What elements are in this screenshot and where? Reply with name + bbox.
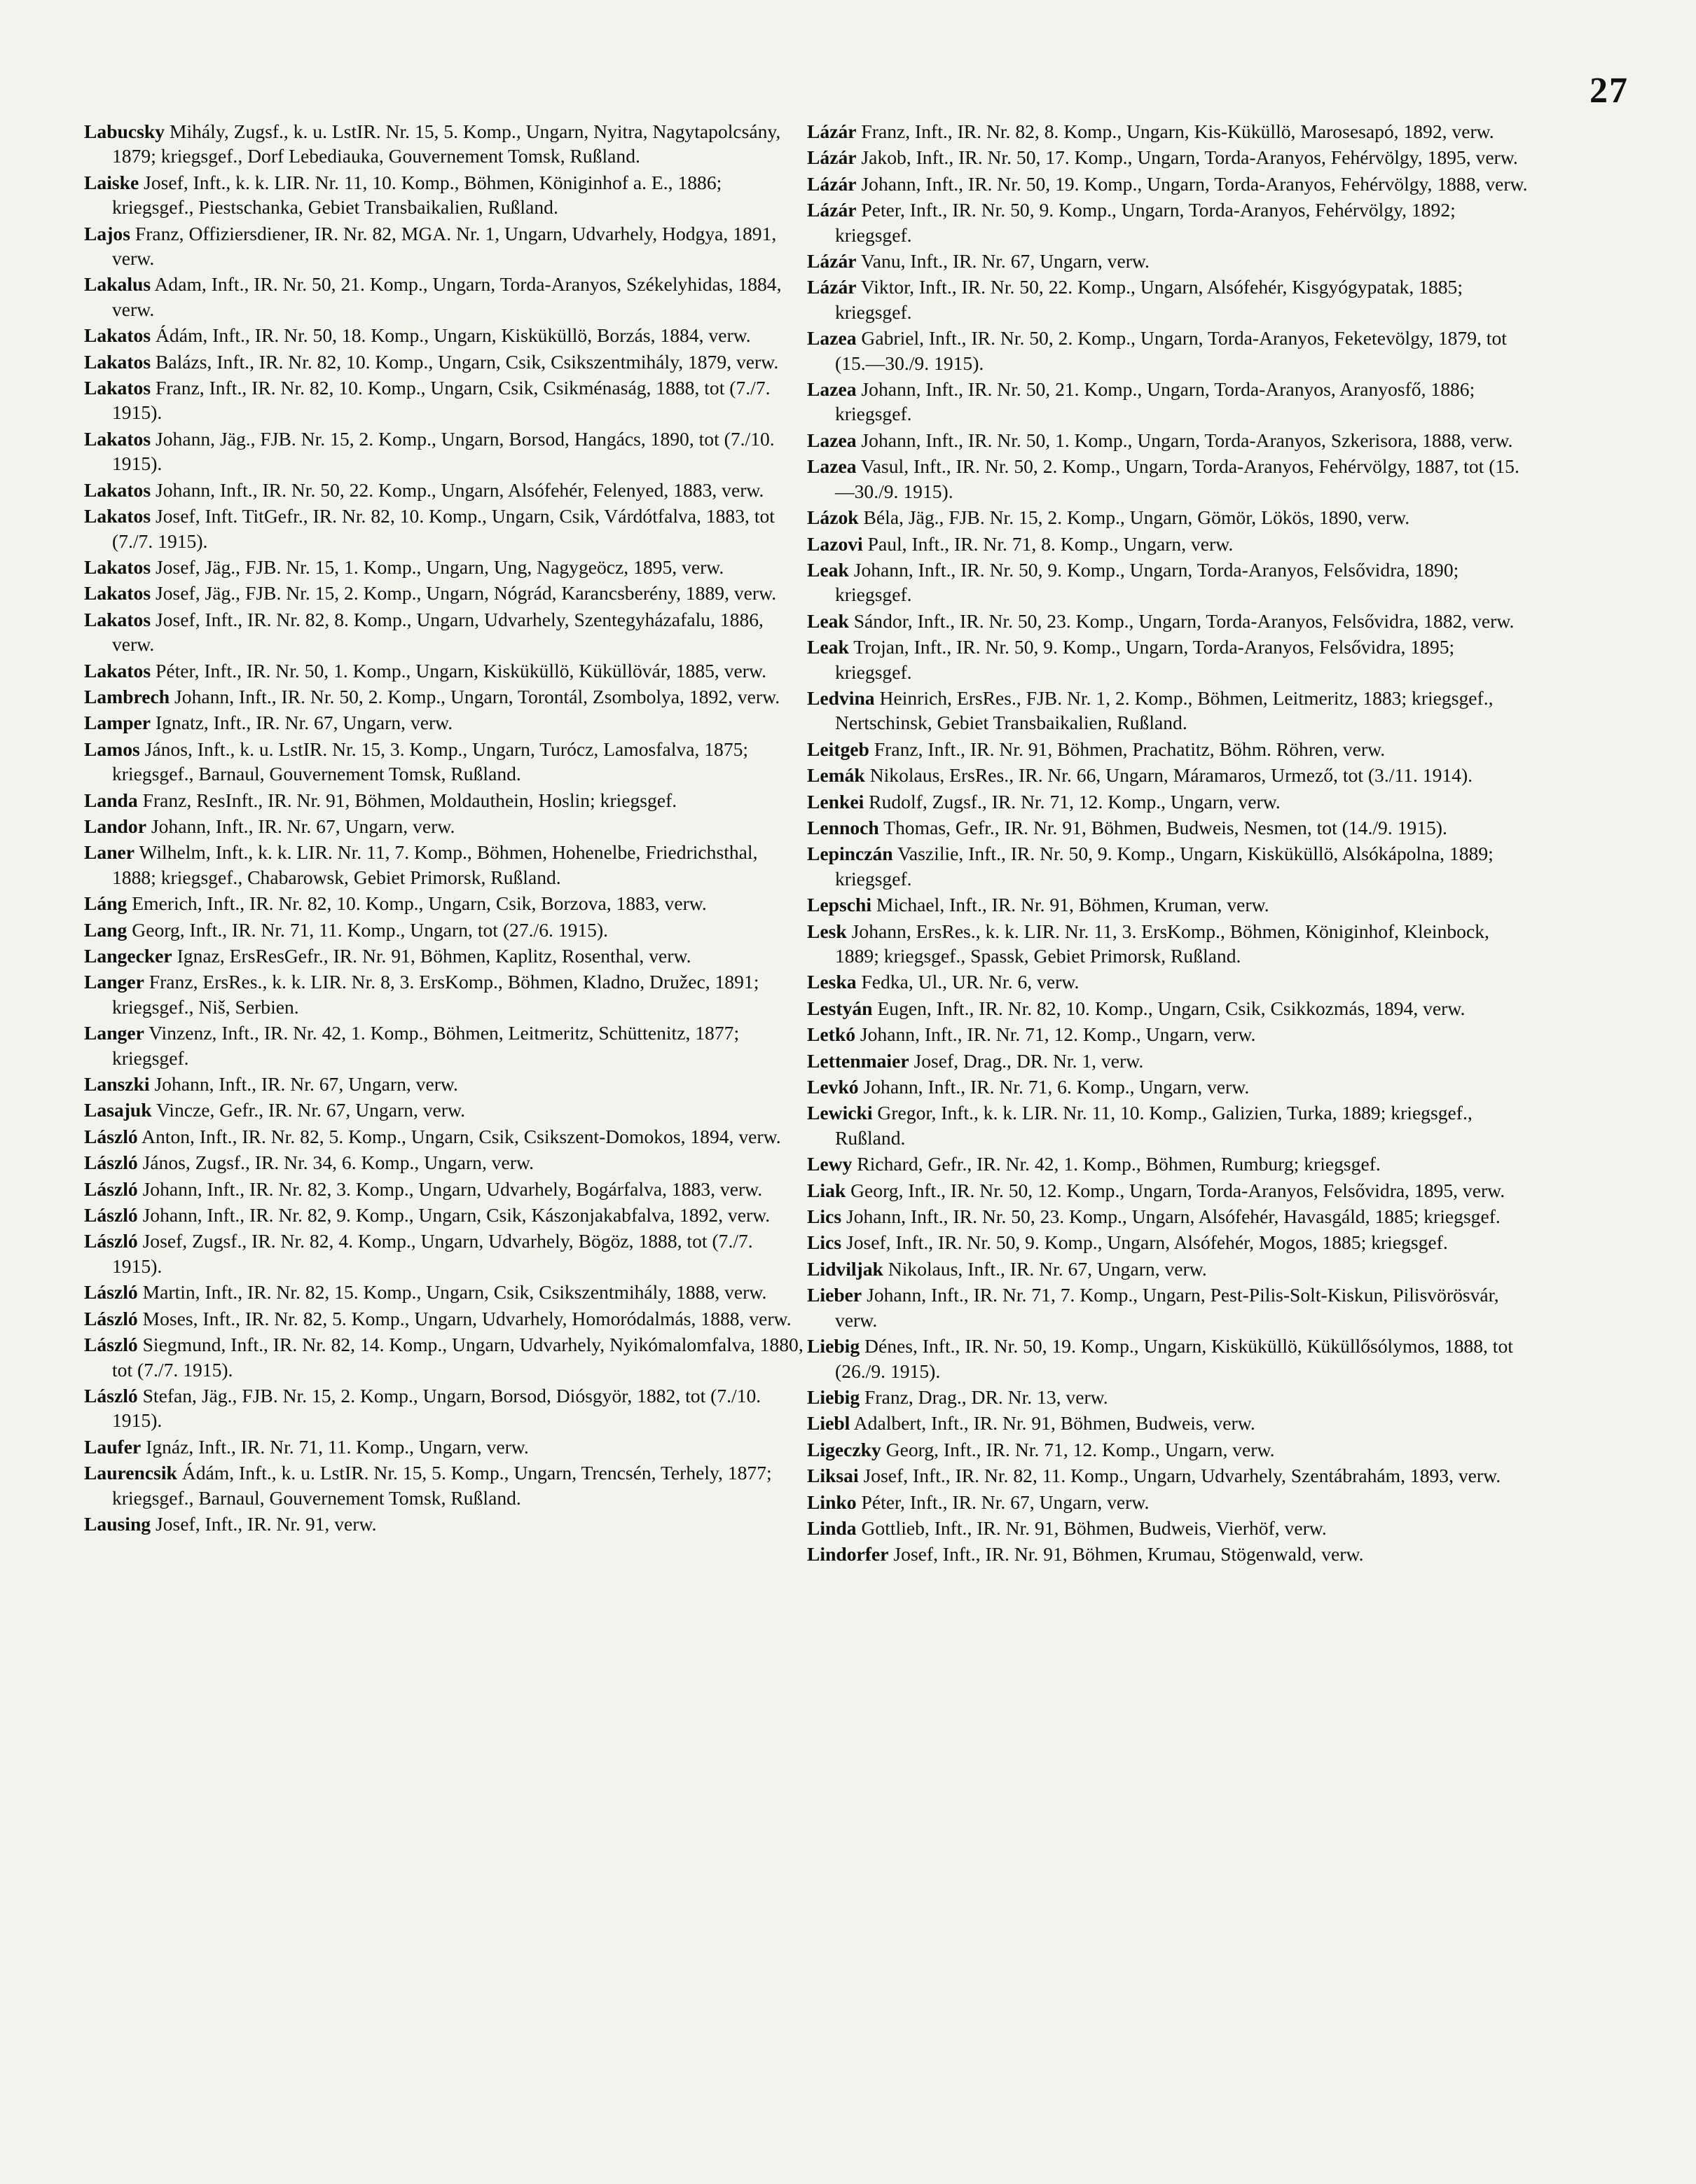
list-entry xyxy=(84,969,806,1019)
list-entry xyxy=(84,944,806,968)
entry-surname: Leak xyxy=(807,558,849,581)
entry-details: Gabriel, Inft., IR. Nr. 50, 2. Komp., Ungarn, Torda-Aranyos, Feketevölgy, 1879, tot (15.—30./9. 1915). xyxy=(835,327,1507,374)
entry-details: Jakob, Inft., IR. Nr. 50, 17. Komp., Ungarn, Torda-Aranyos, Fehérvölgy, 1895, verw. xyxy=(861,146,1518,169)
entry-details: Martin, Inft., IR. Nr. 82, 15. Komp., Ungarn, Csik, Csikszentmihály, 1888, verw. xyxy=(142,1281,767,1304)
list-entry xyxy=(807,172,1529,196)
entry-details: Moses, Inft., IR. Nr. 82, 5. Komp., Ungarn, Udvarhely, Homoródalmás, 1888, verw. xyxy=(142,1307,792,1329)
entry-details: Peter, Inft., IR. Nr. 50, 9. Komp., Ungarn, Torda-Aranyos, Fehérvölgy, 1892; kriegsgef. xyxy=(835,199,1456,246)
entry-surname: Lasajuk xyxy=(84,1099,152,1121)
entry-details: Georg, Inft., IR. Nr. 71, 12. Komp., Ungarn, verw. xyxy=(885,1438,1275,1460)
entry-details: Josef, Inft., IR. Nr. 91, verw. xyxy=(156,1512,377,1535)
entry-details: Nikolaus, ErsRes., IR. Nr. 66, Ungarn, Máramaros, Urmező, tot (3./11. 1914). xyxy=(869,764,1473,787)
entry-surname: Lennoch xyxy=(807,816,879,838)
list-entry xyxy=(84,918,806,942)
entry-details: Béla, Jäg., FJB. Nr. 15, 2. Komp., Ungarn, Gömör, Lökös, 1890, verw. xyxy=(863,506,1410,529)
entry-surname: Lewy xyxy=(807,1153,853,1175)
page-number: 27 xyxy=(1590,71,1629,111)
entry-surname: Lamper xyxy=(84,712,151,734)
entry-surname: Landa xyxy=(84,789,138,811)
entry-surname: Laner xyxy=(84,841,135,864)
list-entry xyxy=(807,1490,1529,1514)
entry-surname: Leak xyxy=(807,609,849,632)
entry-surname: Liksai xyxy=(807,1465,859,1487)
list-entry xyxy=(84,840,806,890)
entry-surname: Laufer xyxy=(84,1435,142,1458)
entry-details: Gregor, Inft., k. k. LIR. Nr. 11, 10. Komp., Galizien, Turka, 1889; kriegsgef., Rußland. xyxy=(835,1102,1473,1149)
entry-details: Franz, Inft., IR. Nr. 91, Böhmen, Prachatitz, Böhm. Röhren, verw. xyxy=(874,738,1386,760)
entry-details: Thomas, Gefr., IR. Nr. 91, Böhmen, Budweis, Nesmen, tot (14./9. 1915). xyxy=(883,816,1447,838)
entry-surname: Leska xyxy=(807,971,857,993)
entry-surname: Lics xyxy=(807,1231,842,1254)
list-entry xyxy=(84,1098,806,1122)
list-entry xyxy=(807,1334,1529,1383)
entry-details: Richard, Gefr., IR. Nr. 42, 1. Komp., Böhmen, Rumburg; kriegsgef. xyxy=(857,1153,1381,1175)
entry-details: Johann, Inft., IR. Nr. 67, Ungarn, verw. xyxy=(151,815,455,837)
list-entry xyxy=(84,427,806,476)
list-entry xyxy=(807,145,1529,170)
entry-surname: Linda xyxy=(807,1516,857,1539)
entry-surname: Lepschi xyxy=(807,894,871,916)
list-entry xyxy=(807,377,1529,427)
entry-surname: Lakatos xyxy=(84,659,151,682)
entry-surname: Langer xyxy=(84,1022,144,1044)
entry-surname: Lazea xyxy=(807,378,857,401)
entry-details: Johann, Inft., IR. Nr. 50, 23. Komp., Ungarn, Alsófehér, Havasgáld, 1885; kriegsgef. xyxy=(846,1205,1501,1228)
entry-details: Vinzenz, Inft., IR. Nr. 42, 1. Komp., Böhmen, Leitmeritz, Schüttenitz, 1877; kriegsgef. xyxy=(112,1022,740,1069)
list-entry xyxy=(84,607,806,657)
entry-surname: Lakatos xyxy=(84,427,151,450)
list-entry xyxy=(807,532,1529,556)
list-entry xyxy=(807,249,1529,273)
entry-details: Josef, Inft., IR. Nr. 50, 9. Komp., Ungarn, Alsófehér, Mogos, 1885; kriegsgef. xyxy=(846,1231,1448,1254)
entry-surname: László xyxy=(84,1384,138,1407)
entry-details: Johann, Inft., IR. Nr. 50, 1. Komp., Ungarn, Torda-Aranyos, Szkerisora, 1888, verw. xyxy=(861,429,1513,451)
entry-details: Josef, Jäg., FJB. Nr. 15, 2. Komp., Ungarn, Nógrád, Karancsberény, 1889, verw. xyxy=(155,582,777,604)
list-entry xyxy=(84,1280,806,1304)
entry-surname: Lajos xyxy=(84,222,130,244)
entry-details: Michael, Inft., IR. Nr. 91, Böhmen, Kruman, verw. xyxy=(876,894,1269,916)
list-entry xyxy=(84,737,806,787)
list-entry xyxy=(84,1072,806,1096)
list-entry xyxy=(84,1460,806,1510)
entry-details: Balázs, Inft., IR. Nr. 82, 10. Komp., Ungarn, Csik, Csikszentmihály, 1879, verw. xyxy=(155,350,779,373)
list-entry xyxy=(84,788,806,813)
entry-details: Josef, Drag., DR. Nr. 1, verw. xyxy=(914,1049,1144,1072)
entry-surname: Lakatos xyxy=(84,608,151,630)
list-entry xyxy=(807,428,1529,452)
list-entry xyxy=(84,504,806,553)
list-entry xyxy=(807,609,1529,633)
entry-details: Josef, Inft., IR. Nr. 82, 11. Komp., Ungarn, Udvarhely, Szentábrahám, 1893, verw. xyxy=(863,1465,1501,1487)
entry-details: Ignatz, Inft., IR. Nr. 67, Ungarn, verw. xyxy=(155,712,453,734)
entry-surname: Lakatos xyxy=(84,377,151,399)
entry-surname: Lics xyxy=(807,1205,842,1228)
list-entry xyxy=(84,555,806,579)
list-entry xyxy=(84,710,806,735)
entry-surname: Letkó xyxy=(807,1023,855,1046)
entry-surname: Lázár xyxy=(807,276,857,298)
entry-details: Franz, Offiziersdiener, IR. Nr. 82, MGA. Nr. 1, Ungarn, Udvarhely, Hodgya, 1891, verw. xyxy=(112,222,777,270)
entry-surname: Lakatos xyxy=(84,478,151,501)
entry-surname: Laurencsik xyxy=(84,1462,177,1484)
list-entry xyxy=(807,919,1529,969)
list-entry xyxy=(807,1074,1529,1099)
list-entry xyxy=(807,1204,1529,1229)
entry-surname: Liebl xyxy=(807,1412,850,1435)
entry-surname: Levkó xyxy=(807,1076,859,1098)
list-entry xyxy=(84,375,806,425)
entry-details: Josef, Jäg., FJB. Nr. 15, 1. Komp., Ungarn, Ung, Nagygeöcz, 1895, verw. xyxy=(155,555,724,578)
entry-details: Johann, Inft., IR. Nr. 50, 22. Komp., Ungarn, Alsófehér, Felenyed, 1883, verw. xyxy=(155,478,764,501)
list-entry xyxy=(807,1022,1529,1046)
list-entry xyxy=(807,1152,1529,1176)
entry-surname: Lettenmaier xyxy=(807,1049,909,1072)
list-entry xyxy=(807,841,1529,891)
entry-surname: Lázár xyxy=(807,120,857,142)
list-entry xyxy=(84,581,806,605)
entry-details: Vaszilie, Inft., IR. Nr. 50, 9. Komp., Ungarn, Kisküküllö, Alsókápolna, 1889; kriegsgef. xyxy=(835,843,1494,890)
list-entry xyxy=(807,635,1529,684)
list-entry xyxy=(807,1516,1529,1540)
entry-surname: Lakalus xyxy=(84,273,151,296)
entry-details: Mihály, Zugsf., k. u. LstIR. Nr. 15, 5. Komp., Ungarn, Nyitra, Nagytapolcsány, 1879; kriegsgef., Dorf Lebediauka, Gouvernement Tomsk, Rußland. xyxy=(112,120,781,167)
entry-surname: László xyxy=(84,1230,138,1252)
entry-details: Sándor, Inft., IR. Nr. 50, 23. Komp., Ungarn, Torda-Aranyos, Felsővidra, 1882, verw. xyxy=(853,609,1515,632)
list-entry xyxy=(807,815,1529,840)
list-entry xyxy=(84,658,806,683)
entry-details: Adalbert, Inft., IR. Nr. 91, Böhmen, Budweis, verw. xyxy=(853,1412,1255,1435)
entry-details: Johann, Inft., IR. Nr. 50, 9. Komp., Ungarn, Torda-Aranyos, Felsővidra, 1890; kriegsgef. xyxy=(835,558,1459,606)
list-entry xyxy=(807,789,1529,814)
entry-details: Ignaz, ErsResGefr., IR. Nr. 91, Böhmen, Kaplitz, Rosenthal, verw. xyxy=(177,945,691,967)
list-entry xyxy=(84,119,806,169)
entry-surname: Lewicki xyxy=(807,1102,873,1124)
entry-surname: Lazea xyxy=(807,327,857,350)
list-entry xyxy=(807,892,1529,917)
entry-surname: Lazovi xyxy=(807,532,863,555)
list-entry xyxy=(84,170,806,220)
entry-details: Eugen, Inft., IR. Nr. 82, 10. Komp., Ungarn, Csik, Csikkozmás, 1894, verw. xyxy=(877,997,1466,1019)
entry-details: Johann, Inft., IR. Nr. 82, 9. Komp., Ungarn, Csik, Kászonjakabfalva, 1892, verw. xyxy=(142,1204,771,1226)
entry-details: Ádám, Inft., IR. Nr. 50, 18. Komp., Ungarn, Kisküküllö, Borzás, 1884, verw. xyxy=(155,324,751,347)
entry-surname: Láng xyxy=(84,892,127,915)
list-entry xyxy=(84,814,806,838)
entry-surname: Lindorfer xyxy=(807,1543,889,1566)
list-entry xyxy=(807,454,1529,504)
list-entry xyxy=(807,969,1529,994)
list-entry xyxy=(807,1100,1529,1150)
entry-surname: Lesk xyxy=(807,920,847,942)
entry-details: Vanu, Inft., IR. Nr. 67, Ungarn, verw. xyxy=(860,250,1150,272)
entry-details: Fedka, Ul., UR. Nr. 6, verw. xyxy=(861,971,1080,993)
entry-surname: László xyxy=(84,1204,138,1226)
list-entry xyxy=(807,763,1529,787)
entry-details: Rudolf, Zugsf., IR. Nr. 71, 12. Komp., Ungarn, verw. xyxy=(869,790,1281,813)
list-entry xyxy=(84,1177,806,1201)
left-column xyxy=(84,119,806,1537)
entry-surname: Lazea xyxy=(807,429,857,451)
entry-surname: Lakatos xyxy=(84,505,151,527)
entry-surname: Lázár xyxy=(807,172,857,195)
entry-surname: Leak xyxy=(807,636,849,658)
entry-details: Stefan, Jäg., FJB. Nr. 15, 2. Komp., Ungarn, Borsod, Diósgyör, 1882, tot (7./10. 1915). xyxy=(112,1384,761,1432)
entry-surname: Ligeczky xyxy=(807,1438,881,1460)
entry-details: Péter, Inft., IR. Nr. 67, Ungarn, verw. xyxy=(861,1491,1150,1513)
entry-details: Johann, Inft., IR. Nr. 71, 7. Komp., Ungarn, Pest-Pilis-Solt-Kiskun, Pilisvörösvár, verw. xyxy=(835,1284,1499,1331)
entry-details: Emerich, Inft., IR. Nr. 82, 10. Komp., Ungarn, Csik, Borzova, 1883, verw. xyxy=(132,892,707,915)
entry-details: János, Inft., k. u. LstIR. Nr. 15, 3. Komp., Ungarn, Turócz, Lamosfalva, 1875; kriegsgef., Barnaul, Gouvernement Tomsk, Rußland. xyxy=(112,738,749,785)
entry-surname: Liebig xyxy=(807,1385,860,1408)
list-entry xyxy=(84,684,806,709)
entry-details: Wilhelm, Inft., k. k. LIR. Nr. 11, 7. Komp., Böhmen, Hohenelbe, Friedrichsthal, 1888; kriegsgef., Chabarowsk, Gebiet Primorsk, Rußland. xyxy=(112,841,758,888)
entry-surname: László xyxy=(84,1334,138,1356)
list-entry xyxy=(807,686,1529,735)
entry-surname: Liebig xyxy=(807,1335,860,1357)
entry-details: Paul, Inft., IR. Nr. 71, 8. Komp., Ungarn, verw. xyxy=(867,532,1234,555)
entry-surname: Lausing xyxy=(84,1512,151,1535)
list-entry xyxy=(807,1257,1529,1281)
entry-details: Georg, Inft., IR. Nr. 71, 11. Komp., Ungarn, tot (27./6. 1915). xyxy=(132,918,609,941)
entry-details: Nikolaus, Inft., IR. Nr. 67, Ungarn, verw. xyxy=(888,1257,1207,1280)
entry-details: Josef, Zugsf., IR. Nr. 82, 4. Komp., Ungarn, Udvarhely, Bögöz, 1888, tot (7./7. 1915). xyxy=(112,1230,753,1277)
entry-surname: Lenkei xyxy=(807,790,864,813)
entry-details: Johann, Inft., IR. Nr. 71, 12. Komp., Ungarn, verw. xyxy=(860,1023,1256,1046)
entry-surname: Lakatos xyxy=(84,324,151,347)
entry-surname: László xyxy=(84,1307,138,1329)
entry-details: Johann, Jäg., FJB. Nr. 15, 2. Komp., Ungarn, Borsod, Hangács, 1890, tot (7./10. 1915). xyxy=(112,427,775,475)
entry-details: Josef, Inft., IR. Nr. 91, Böhmen, Krumau, Stögenwald, verw. xyxy=(893,1543,1364,1566)
entry-details: Ádám, Inft., k. u. LstIR. Nr. 15, 5. Komp., Ungarn, Trencsén, Terhely, 1877; kriegsgef., Barnaul, Gouvernement Tomsk, Rußland. xyxy=(112,1462,772,1509)
entry-surname: Leitgeb xyxy=(807,738,869,760)
list-entry xyxy=(807,275,1529,324)
entry-surname: Langecker xyxy=(84,945,172,967)
entry-surname: Ledvina xyxy=(807,686,875,709)
entry-surname: Lakatos xyxy=(84,350,151,373)
list-entry xyxy=(84,1306,806,1331)
list-entry xyxy=(807,996,1529,1021)
entry-surname: Lanszki xyxy=(84,1073,150,1096)
entry-surname: Lazea xyxy=(807,455,857,478)
entry-surname: Linko xyxy=(807,1491,857,1513)
entry-surname: Lieber xyxy=(807,1284,862,1306)
entry-details: Vasul, Inft., IR. Nr. 50, 2. Komp., Ungarn, Torda-Aranyos, Fehérvölgy, 1887, tot (15.—30./9. 1915). xyxy=(835,455,1519,502)
entry-surname: Lestyán xyxy=(807,997,873,1019)
entry-details: Franz, Drag., DR. Nr. 13, verw. xyxy=(864,1385,1108,1408)
entry-details: Johann, Inft., IR. Nr. 71, 6. Komp., Ungarn, verw. xyxy=(863,1076,1250,1098)
list-entry xyxy=(807,198,1529,247)
entry-surname: Labucsky xyxy=(84,120,165,142)
entry-surname: László xyxy=(84,1177,138,1200)
entry-surname: Lepinczán xyxy=(807,843,893,865)
list-entry xyxy=(84,891,806,915)
entry-details: Johann, Inft., IR. Nr. 50, 21. Komp., Ungarn, Torda-Aranyos, Aranyosfő, 1886; kriegsgef. xyxy=(835,378,1475,425)
entry-surname: Lang xyxy=(84,918,127,941)
entry-surname: Lakatos xyxy=(84,555,151,578)
entry-details: Adam, Inft., IR. Nr. 50, 21. Komp., Ungarn, Torda-Aranyos, Székelyhidas, 1884, verw. xyxy=(112,273,782,320)
entry-details: Josef, Inft., k. k. LIR. Nr. 11, 10. Komp., Böhmen, Königinhof a. E., 1886; kriegsgef., Piestschanka, Gebiet Transbaikalien, Rußland. xyxy=(112,171,722,219)
list-entry xyxy=(84,1021,806,1070)
entry-details: Franz, Inft., IR. Nr. 82, 8. Komp., Ungarn, Kis-Küküllö, Marosesapó, 1892, verw. xyxy=(861,120,1494,142)
list-entry xyxy=(807,1230,1529,1255)
list-entry xyxy=(84,1203,806,1227)
entry-surname: Langer xyxy=(84,971,144,993)
list-entry xyxy=(84,323,806,347)
entry-surname: Lázár xyxy=(807,250,857,272)
entry-surname: Lakatos xyxy=(84,582,151,604)
list-entry xyxy=(807,1411,1529,1435)
entry-details: Anton, Inft., IR. Nr. 82, 5. Komp., Ungarn, Csik, Csikszent-Domokos, 1894, verw. xyxy=(142,1125,781,1147)
entry-details: Johann, Inft., IR. Nr. 50, 2. Komp., Ungarn, Torontál, Zsombolya, 1892, verw. xyxy=(174,685,780,707)
list-entry xyxy=(84,1150,806,1175)
entry-details: Franz, Inft., IR. Nr. 82, 10. Komp., Ungarn, Csik, Csikménaság, 1888, tot (7./7. 1915). xyxy=(112,377,771,424)
right-column xyxy=(807,119,1529,1568)
entry-surname: László xyxy=(84,1152,138,1174)
entry-details: Siegmund, Inft., IR. Nr. 82, 14. Komp., Ungarn, Udvarhely, Nyikómalomfalva, 1880, tot (7./7. 1915). xyxy=(112,1334,804,1381)
entry-surname: Lázár xyxy=(807,146,857,169)
list-entry xyxy=(807,326,1529,375)
list-entry xyxy=(807,1437,1529,1462)
entry-details: Heinrich, ErsRes., FJB. Nr. 1, 2. Komp., Böhmen, Leitmeritz, 1883; kriegsgef., Nertschinsk, Gebiet Transbaikalien, Rußland. xyxy=(835,686,1494,734)
list-entry xyxy=(807,1049,1529,1073)
entry-surname: Lázár xyxy=(807,199,857,221)
entry-surname: Landor xyxy=(84,815,146,837)
list-entry xyxy=(807,1385,1529,1409)
entry-details: Josef, Inft. TitGefr., IR. Nr. 82, 10. Komp., Ungarn, Csik, Várdótfalva, 1883, tot (7./7. 1915). xyxy=(112,505,775,552)
list-entry xyxy=(84,1383,806,1433)
entry-surname: Laiske xyxy=(84,171,139,193)
entry-details: Gottlieb, Inft., IR. Nr. 91, Böhmen, Budweis, Vierhöf, verw. xyxy=(861,1516,1327,1539)
entry-details: Dénes, Inft., IR. Nr. 50, 19. Komp., Ungarn, Kisküküllö, Küküllősólymos, 1888, tot (26./9. 1915). xyxy=(835,1335,1513,1382)
entry-details: Franz, ResInft., IR. Nr. 91, Böhmen, Moldauthein, Hoslin; kriegsgef. xyxy=(142,789,677,811)
entry-details: Vincze, Gefr., IR. Nr. 67, Ungarn, verw. xyxy=(156,1099,466,1121)
list-entry xyxy=(807,1283,1529,1332)
entry-details: Johann, Inft., IR. Nr. 67, Ungarn, verw. xyxy=(154,1073,458,1096)
entry-details: Péter, Inft., IR. Nr. 50, 1. Komp., Ungarn, Kisküküllö, Küküllövár, 1885, verw. xyxy=(155,659,766,682)
entry-details: János, Zugsf., IR. Nr. 34, 6. Komp., Ungarn, verw. xyxy=(142,1152,535,1174)
list-entry xyxy=(84,1512,806,1536)
list-entry xyxy=(84,350,806,374)
entry-details: Johann, Inft., IR. Nr. 82, 3. Komp., Ungarn, Udvarhely, Bogárfalva, 1883, verw. xyxy=(142,1177,763,1200)
list-entry xyxy=(84,1332,806,1382)
entry-details: Franz, ErsRes., k. k. LIR. Nr. 8, 3. ErsKomp., Böhmen, Kladno, Družec, 1891; kriegsgef., Niš, Serbien. xyxy=(112,971,759,1018)
entry-details: Georg, Inft., IR. Nr. 50, 12. Komp., Ungarn, Torda-Aranyos, Felsővidra, 1895, verw. xyxy=(850,1179,1505,1201)
entry-surname: Lidviljak xyxy=(807,1257,883,1280)
list-entry xyxy=(807,558,1529,607)
list-entry xyxy=(807,505,1529,530)
list-entry xyxy=(84,1435,806,1459)
entry-surname: Lázok xyxy=(807,506,859,529)
list-entry xyxy=(84,272,806,322)
list-entry xyxy=(84,221,806,271)
list-entry xyxy=(807,1463,1529,1488)
entry-surname: Lambrech xyxy=(84,685,170,707)
entry-surname: László xyxy=(84,1281,138,1304)
entry-details: Johann, Inft., IR. Nr. 50, 19. Komp., Ungarn, Torda-Aranyos, Fehérvölgy, 1888, verw. xyxy=(861,172,1528,195)
list-entry xyxy=(84,1124,806,1149)
entry-details: Ignáz, Inft., IR. Nr. 71, 11. Komp., Ungarn, verw. xyxy=(146,1435,529,1458)
entry-surname: Lemák xyxy=(807,764,865,787)
entry-details: Johann, ErsRes., k. k. LIR. Nr. 11, 3. ErsKomp., Böhmen, Königinhof, Kleinbock, 1889; kriegsgef., Spassk, Gebiet Primorsk, Rußland. xyxy=(835,920,1489,967)
entry-details: Josef, Inft., IR. Nr. 82, 8. Komp., Ungarn, Udvarhely, Szentegyházafalu, 1886, verw. xyxy=(112,608,764,656)
list-entry xyxy=(807,1178,1529,1203)
list-entry xyxy=(807,119,1529,144)
entry-details: Trojan, Inft., IR. Nr. 50, 9. Komp., Ungarn, Torda-Aranyos, Felsővidra, 1895; kriegsgef. xyxy=(835,636,1455,683)
entry-surname: Lamos xyxy=(84,738,140,760)
list-entry xyxy=(807,737,1529,761)
entry-surname: László xyxy=(84,1125,138,1147)
list-entry xyxy=(84,478,806,502)
list-entry xyxy=(84,1229,806,1278)
entry-surname: Liak xyxy=(807,1179,846,1201)
entry-details: Viktor, Inft., IR. Nr. 50, 22. Komp., Ungarn, Alsófehér, Kisgyógypatak, 1885; kriegsgef. xyxy=(835,276,1463,323)
list-entry xyxy=(807,1542,1529,1566)
